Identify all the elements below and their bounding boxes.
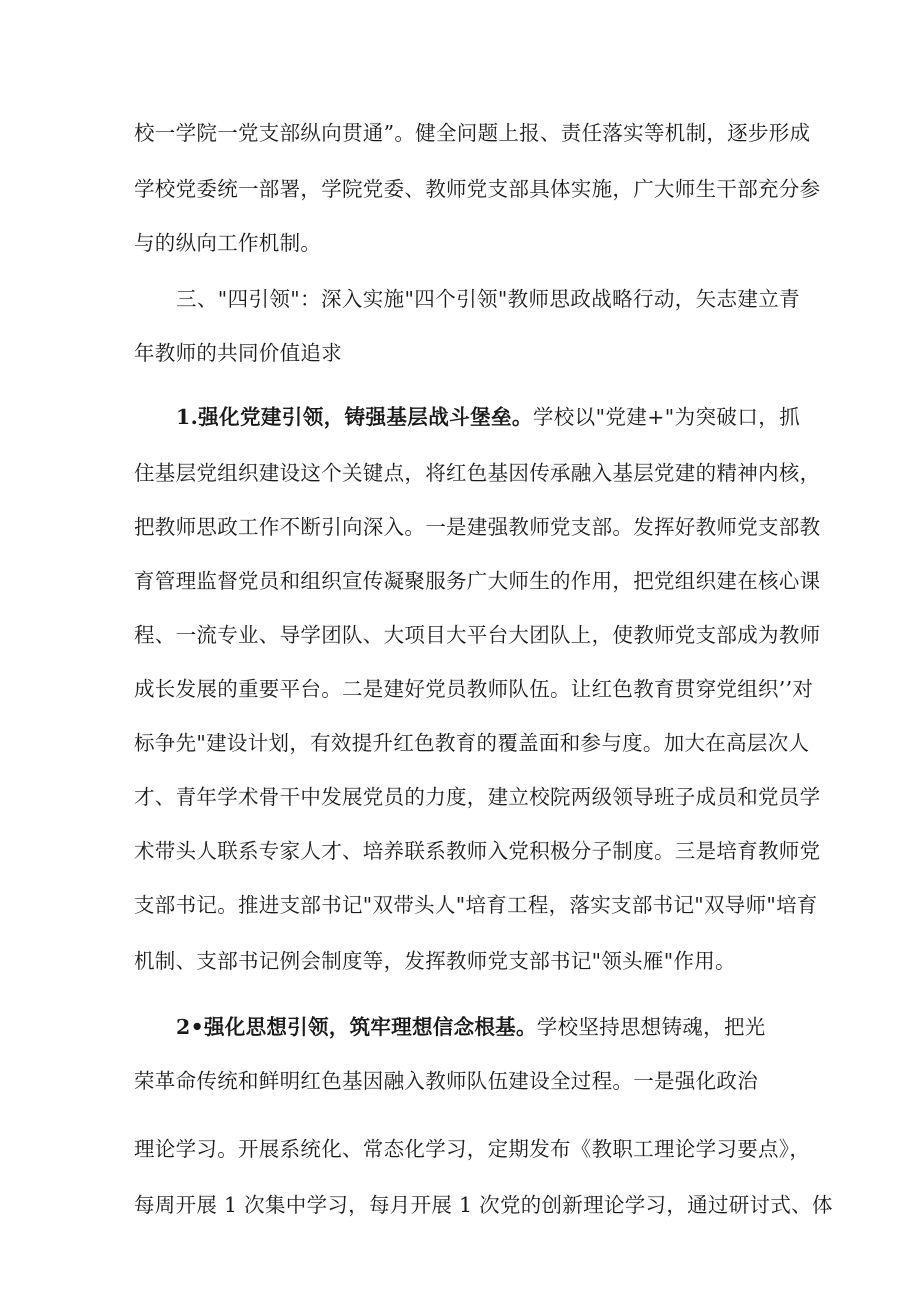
item1-line-7: 标争先"建设计划，有效提升红色教育的覆盖面和参与度。加大在高层次人 xyxy=(134,731,810,755)
para1-line-1: 校一学院一党支部纵向贯通”。健全问题上报、责任落实等机制，逐步形成 xyxy=(134,121,811,145)
item2-first-line xyxy=(176,1012,766,1042)
item1-line-8: 才、青年学术骨干中发展党员的力度，建立校院两级领导班子成员和党员学 xyxy=(134,785,821,809)
heading3-line-1: 三、"四引领"：深入实施"四个引领"教师思政战略行动，矢志建立青 xyxy=(176,287,800,311)
item1-first-rest: 学校以"党建+"为突破口，抓 xyxy=(532,405,800,429)
para1-line-2: 学校党委统一部署，学院党委、教师党支部具体实施，广大师生干部充分参 xyxy=(134,177,821,201)
item2-line-2: 荣革命传统和鲜明红色基因融入教师队伍建设全过程。一是强化政治 xyxy=(134,1069,758,1093)
item1-line-9: 术带头人联系专家人才、培养联系教师入党积极分子制度。三是培育教师党 xyxy=(134,839,821,863)
item1-first-line xyxy=(176,402,800,432)
item1-line-6: 成长发展的重要平台。二是建好党员教师队伍。让红色教育贯穿党组织’’对 xyxy=(134,677,814,701)
item2-line-3: 理论学习。开展系统化、常态化学习，定期发布《教职工理论学习要点》， xyxy=(134,1137,811,1161)
item1-line-11: 机制、支部书记例会制度等，发挥教师党支部书记"领头雁"作用。 xyxy=(134,949,736,973)
item2-first-rest: 学校坚持思想铸魂，把光 xyxy=(536,1015,766,1039)
item1-line-10: 支部书记。推进支部书记"双带头人"培育工程，落实支部书记"双导师"培育 xyxy=(134,893,818,917)
item2-line-4: 每周开展 1 次集中学习，每月开展 1 次党的创新理论学习，通过研讨式、体 xyxy=(134,1193,833,1217)
heading3-line-2: 年教师的共同价值追求 xyxy=(134,341,342,365)
item1-line-4: 育管理监督党员和组织宣传凝聚服务广大师生的作用，把党组织建在核心课 xyxy=(134,569,821,593)
item1-line-5: 程、一流专业、导学团队、大项目大平台大团队上，使教师党支部成为教师 xyxy=(134,623,821,647)
item1-line-2: 住基层党组织建设这个关键点，将红色基因传承融入基层党建的精神内核， xyxy=(134,461,821,485)
item2-lead: 2•强化思想引领，筑牢理想信念根基。 xyxy=(176,1015,537,1039)
item1-line-3: 把教师思政工作不断引向深入。一是建强教师党支部。发挥好教师党支部教 xyxy=(134,515,821,539)
item1-lead: 1.强化党建引领，铸强基层战斗堡垒。 xyxy=(176,405,533,429)
para1-line-3: 与的纵向工作机制。 xyxy=(134,231,322,255)
